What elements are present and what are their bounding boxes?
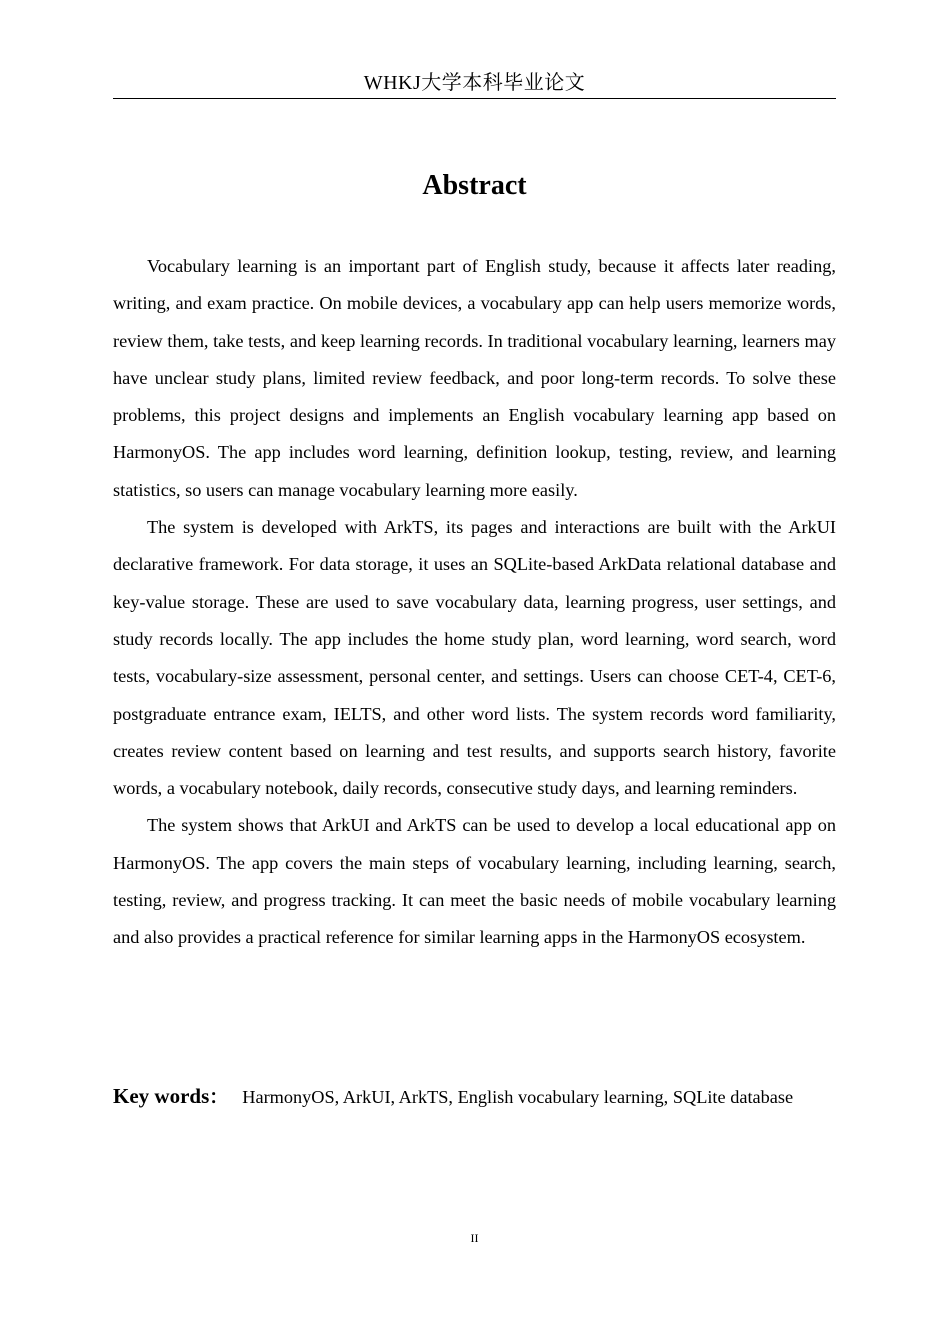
abstract-paragraph-3: The system shows that ArkUI and ArkTS can be used to develop a local educational app on HarmonyOS. The app covers the main steps of vocabulary learning, including learning, search, testing, review, and progress tracking. It can meet the basic needs of mobile vocabulary learning and also provides a practical reference for similar learning apps in the HarmonyOS ecosystem. [113,815,836,948]
page-number: II [470,1231,479,1245]
abstract-heading: Abstract [422,170,527,201]
page-header: WHKJ大学本科毕业论文 [363,72,586,94]
keywords-separator: ： [209,1087,229,1108]
header-divider [113,98,836,99]
keywords-line [113,1079,843,1116]
abstract-body [113,248,836,957]
abstract-paragraph-2: The system is developed with ArkTS, its pages and interactions are built with the ArkUI declarative framework. For data storage, it uses an SQLite-based ArkData relational database and key-value storage. These are used to save vocabulary data, learning progress, user settings, and study records locally. The app includes the home study plan, word learning, word search, word tests, vocabulary-size assessment, personal center, and settings. Users can choose CET-4, CET-6, postgraduate entrance exam, IELTS, and other word lists. The system records word familiarity, creates review content based on learning and test results, and supports search history, favorite words, a vocabulary notebook, daily records, consecutive study days, and learning reminders. [113,517,836,799]
keywords-label: Key words [113,1084,210,1108]
abstract-paragraph-1: Vocabulary learning is an important part of English study, because it affects later reading, writing, and exam practice. On mobile devices, a vocabulary app can help users memorize words, review them, take tests, and keep learning records. In traditional vocabulary learning, learners may have unclear study plans, limited review feedback, and poor long-term records. To solve these problems, this project designs and implements an English vocabulary learning app based on HarmonyOS. The app includes word learning, definition lookup, testing, review, and learning statistics, so users can manage vocabulary learning more easily. [113,256,836,500]
keywords-text: HarmonyOS, ArkUI, ArkTS, English vocabulary learning, SQLite database [242,1087,794,1107]
